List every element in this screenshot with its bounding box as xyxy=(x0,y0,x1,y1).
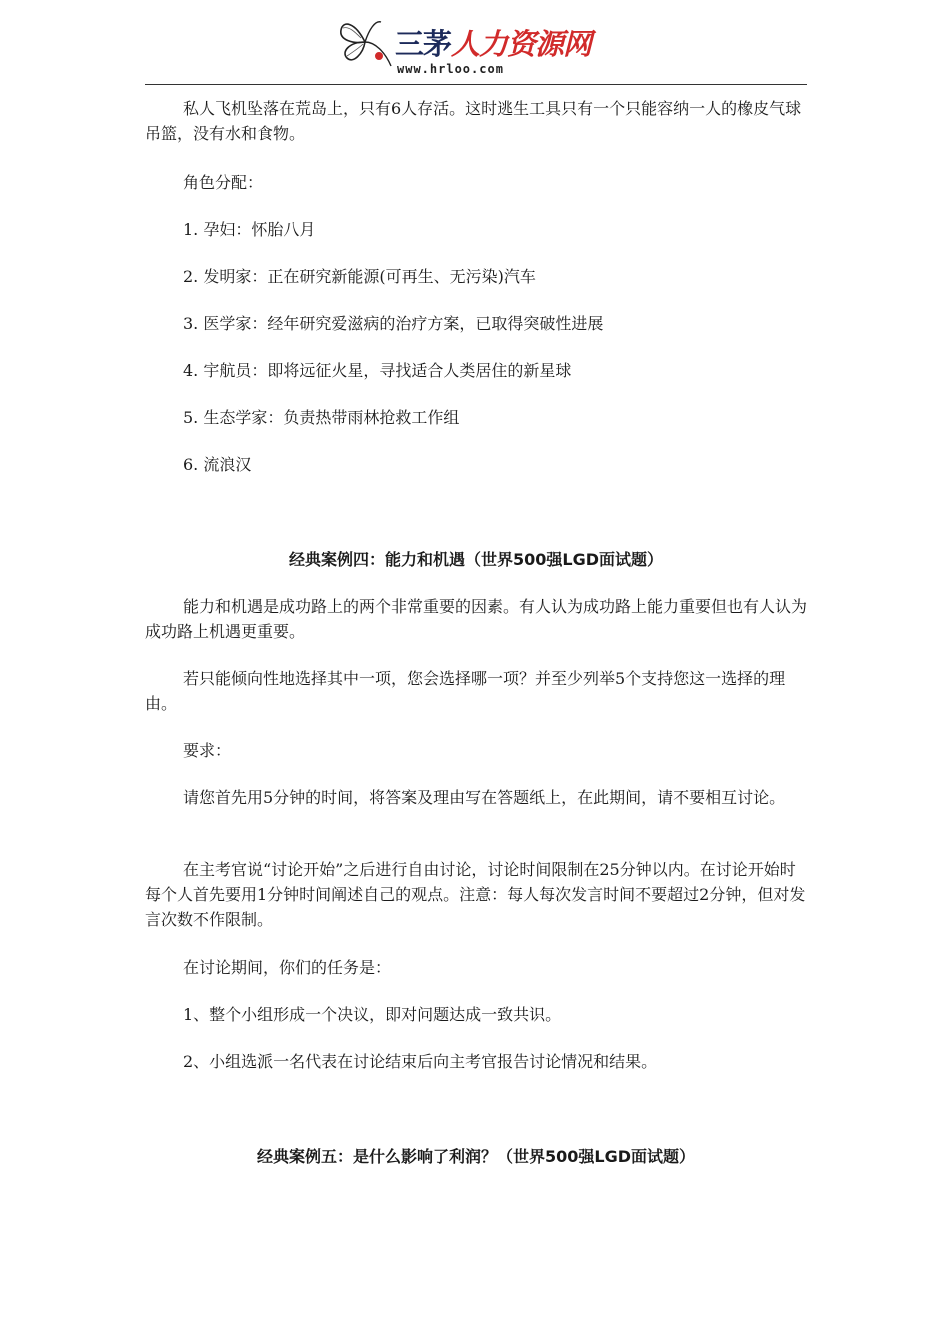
case4-title: 经典案例四：能力和机遇（世界500强LGD面试题） xyxy=(288,550,663,569)
list-item: 1、整个小组形成一个决议，即对问题达成一致共识。 xyxy=(183,1005,562,1024)
site-logo xyxy=(335,12,625,74)
case4-paragraph-2: 若只能倾向性地选择其中一项，您会选择哪一项？并至少列举5个支持您这一选择的理由。 xyxy=(145,669,786,713)
logo-url: www.hrloo.com xyxy=(397,62,504,76)
roles-label: 角色分配： xyxy=(183,173,264,192)
list-item: 6. 流浪汉 xyxy=(183,455,252,474)
case3-intro: 私人飞机坠落在荒岛上，只有6人存活。这时逃生工具只有一个只能容纳一人的橡皮气球吊篮，没有水和食物。 xyxy=(145,99,802,143)
case4-paragraph-1: 能力和机遇是成功路上的两个非常重要的因素。有人认为成功路上能力重要但也有人认为成功路上机遇更重要。 xyxy=(145,597,808,641)
list-item: 4. 宇航员：即将远征火星，寻找适合人类居住的新星球 xyxy=(183,361,572,380)
list-item: 2. 发明家：正在研究新能源(可再生、无污染)汽车 xyxy=(183,267,536,286)
list-item: 2、小组选派一名代表在讨论结束后向主考官报告讨论情况和结果。 xyxy=(183,1052,658,1071)
butterfly-logo-icon xyxy=(335,12,393,72)
header-divider xyxy=(145,84,807,85)
case4-paragraph-4: 在主考官说“讨论开始”之后进行自由讨论，讨论时间限制在25分钟以内。在讨论开始时每个人首先要用1分钟时间阐述自己的观点。注意：每人每次发言时间不要超过2分钟，但对发言次数不作限制。 xyxy=(145,860,806,929)
requirements-label: 要求： xyxy=(183,741,232,760)
case5-title: 经典案例五：是什么影响了利润？（世界500强LGD面试题） xyxy=(256,1147,695,1166)
logo-title: 三茅人力资源网 xyxy=(395,27,592,61)
list-item: 3. 医学家：经年研究爱滋病的治疗方案，已取得突破性进展 xyxy=(183,314,604,333)
task-label: 在讨论期间，你们的任务是： xyxy=(183,958,392,977)
list-item: 1. 孕妇：怀胎八月 xyxy=(183,220,316,239)
case4-paragraph-3: 请您首先用5分钟的时间，将答案及理由写在答题纸上，在此期间，请不要相互讨论。 xyxy=(183,788,786,807)
list-item: 5. 生态学家：负责热带雨林抢救工作组 xyxy=(183,408,460,427)
